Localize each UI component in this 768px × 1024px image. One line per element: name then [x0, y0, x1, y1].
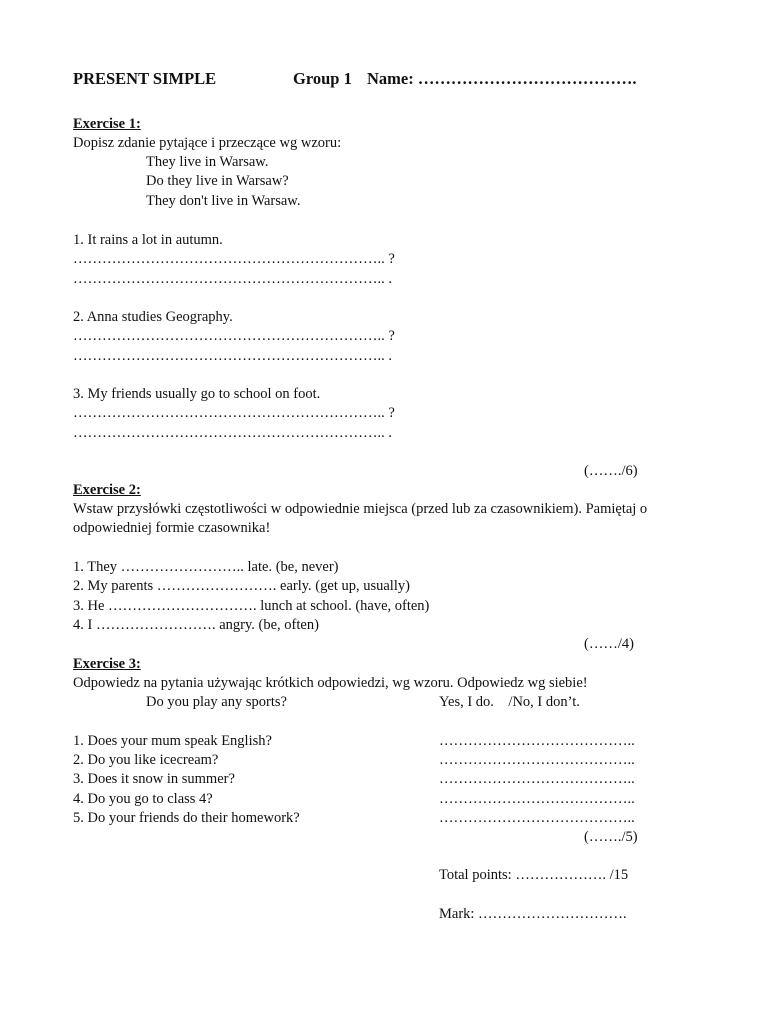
ex3-item-3-question: 3. Does it snow in summer?: [73, 771, 235, 787]
total-points: Total points: ………………. /15: [439, 867, 629, 883]
exercise-2-heading: Exercise 2:: [73, 482, 141, 498]
ex3-score: (……./5): [584, 829, 638, 845]
ex3-item-1-answer-line: …………………………………..: [439, 733, 635, 749]
example-affirmative: They live in Warsaw.: [146, 154, 269, 170]
ex3-item-5-answer-line: …………………………………..: [439, 810, 635, 826]
ex2-item-3: 3. He …………………………. lunch at school. (have, often): [73, 598, 430, 614]
exercise-1-instruction: Dopisz zdanie pytające i przeczące wg wzoru:: [73, 135, 342, 151]
exercise-1-heading: Exercise 1:: [73, 116, 141, 132]
name-field: Name: ………………………………….: [367, 69, 637, 88]
ex2-item-4: 4. I ……………………. angry. (be, often): [73, 617, 319, 633]
worksheet-title: PRESENT SIMPLE: [73, 69, 217, 88]
exercise-3-heading: Exercise 3:: [73, 656, 141, 672]
ex3-item-1-question: 1. Does your mum speak English?: [73, 733, 272, 749]
group-label: Group 1: [293, 69, 352, 88]
ex3-example-answer: Yes, I do. /No, I don’t.: [439, 694, 580, 710]
ex3-item-2-answer-line: …………………………………..: [439, 752, 635, 768]
ex3-item-5-question: 5. Do your friends do their homework?: [73, 810, 300, 826]
ex1-item-3-question-line: ……………………………………………………….. ?: [73, 405, 395, 421]
ex3-example-question: Do you play any sports?: [146, 694, 287, 710]
ex2-item-2: 2. My parents ……………………. early. (get up, usually): [73, 578, 410, 594]
ex1-item-1-question-line: ……………………………………………………….. ?: [73, 251, 395, 267]
ex3-item-2-question: 2. Do you like icecream?: [73, 752, 219, 768]
ex2-score: (……/4): [584, 636, 634, 652]
ex1-item-2-question-line: ……………………………………………………….. ?: [73, 328, 395, 344]
ex1-item-1-negative-line: ……………………………………………………….. .: [73, 271, 392, 287]
example-negative: They don't live in Warsaw.: [146, 193, 301, 209]
exercise-2-instruction-line-1: Wstaw przysłówki częstotliwości w odpowiednie miejsca (przed lub za czasownikiem). Pamiętaj o: [73, 501, 648, 517]
ex3-item-4-question: 4. Do you go to class 4?: [73, 791, 213, 807]
ex1-item-2-negative-line: ……………………………………………………….. .: [73, 348, 392, 364]
mark: Mark: ………………………….: [439, 906, 627, 922]
exercise-3-instruction: Odpowiedz na pytania używając krótkich odpowiedzi, wg wzoru. Odpowiedz wg siebie!: [73, 675, 588, 691]
ex1-item-2-sentence: 2. Anna studies Geography.: [73, 309, 233, 325]
exercise-2-instruction-line-2: odpowiedniej formie czasownika!: [73, 520, 271, 536]
ex2-item-1: 1. They …………………….. late. (be, never): [73, 559, 339, 575]
ex3-item-4-answer-line: …………………………………..: [439, 791, 635, 807]
ex3-item-3-answer-line: …………………………………..: [439, 771, 635, 787]
ex1-item-3-negative-line: ……………………………………………………….. .: [73, 425, 392, 441]
ex1-item-1-sentence: 1. It rains a lot in autumn.: [73, 232, 223, 248]
ex1-item-3-sentence: 3. My friends usually go to school on foot.: [73, 386, 321, 402]
example-question: Do they live in Warsaw?: [146, 173, 289, 189]
ex1-score: (……./6): [584, 463, 638, 479]
